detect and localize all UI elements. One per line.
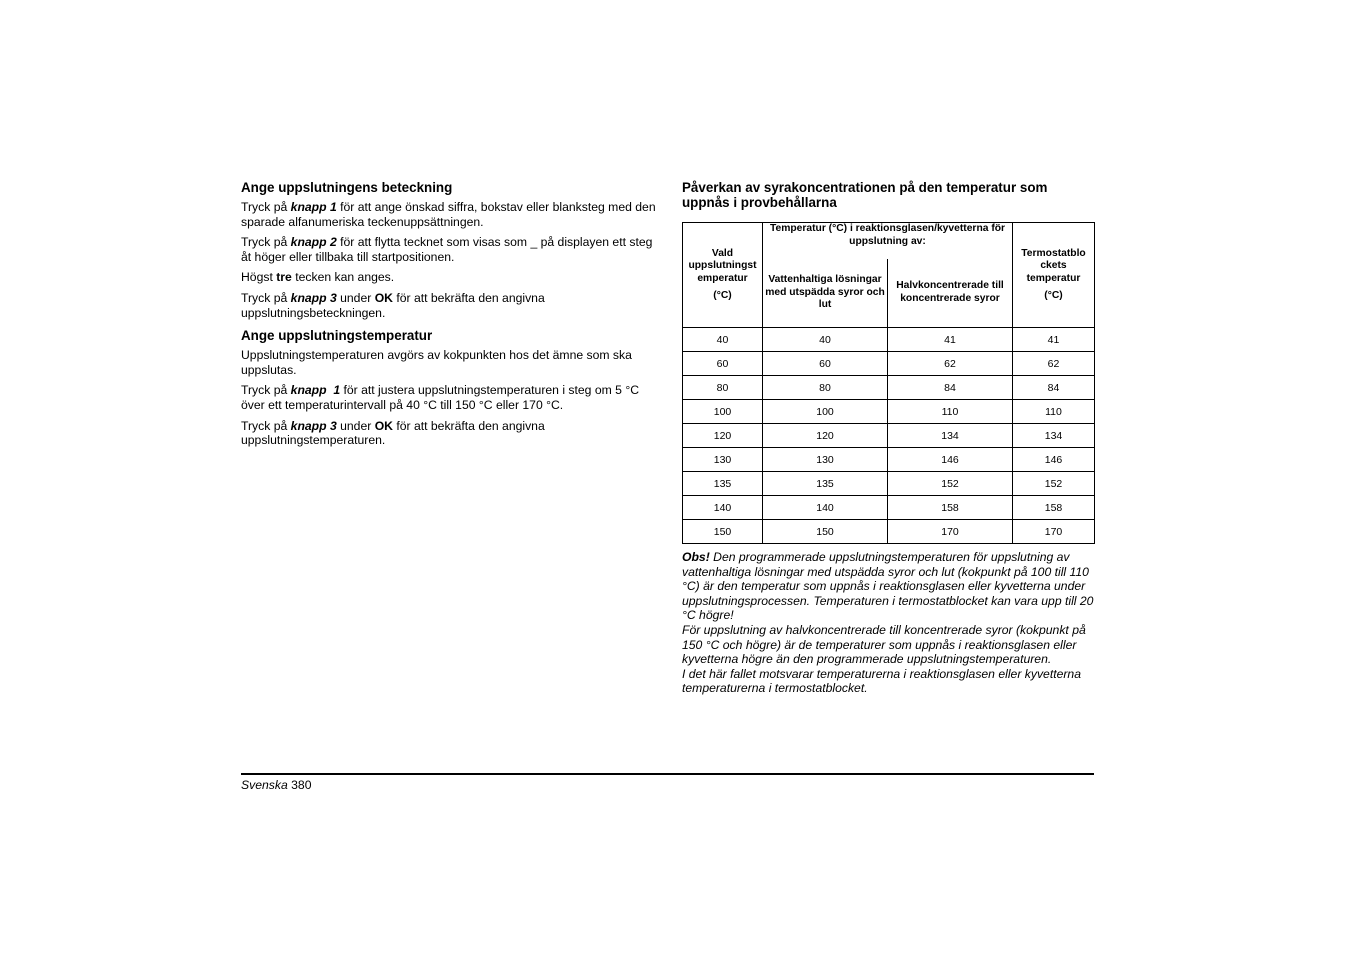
table-row: 120 120 134 134 [683, 424, 1095, 448]
para-key2: Tryck på knapp 2 för att flytta tecknet som visas som _ på displayen ett steg åt höger eller tillbaka till startpositionen. [241, 235, 653, 264]
para-confirm-designation: Tryck på knapp 3 under OK för att bekräfta den angivna uppslutningsbeteckningen. [241, 290, 545, 320]
table-row: 80 80 84 84 [683, 376, 1095, 400]
col-header-reaction-temp: Temperatur (°C) i reaktionsglasen/kyvetterna för uppslutning av: [763, 223, 1013, 260]
col-header-concentrated: Halvkoncentrerade till koncentrerade syror [888, 259, 1013, 328]
note-paragraph: I det här fallet motsvarar temperaturerna i reaktionsglasen eller kyvetterna temperaturerna i termostatblocket. [682, 666, 1081, 696]
para-adjust-temp: Tryck på knapp 1 för att justera uppslutningstemperaturen i steg om 5 °C över ett temperaturintervall på 40 °C till 150 °C eller 170 °C. [241, 383, 640, 412]
footer-divider [241, 773, 1094, 775]
key-label: knapp 1 [290, 200, 337, 214]
footer-language: Svenska [241, 778, 288, 792]
temperature-table [682, 222, 1095, 544]
heading-temperature: Ange uppslutningstemperatur [241, 328, 433, 344]
table-row: 135 135 152 152 [683, 472, 1095, 496]
right-column [682, 180, 1094, 696]
heading-acid-influence: Påverkan av syrakoncentrationen på den temperatur som uppnås i provbehållarna [682, 180, 1048, 210]
table-row: 60 60 62 62 [683, 352, 1095, 376]
key-label: knapp 2 [290, 235, 337, 250]
table-row: 100 100 110 110 [683, 400, 1095, 424]
key-label: knapp 3 [290, 418, 337, 433]
para-key1: Tryck på knapp 1 för att ange önskad siffra, bokstav eller blanksteg med den sparade alfanumeriska teckenuppsättningen. [241, 200, 656, 229]
table-row: 40 40 41 41 [683, 328, 1095, 352]
para-boiling-point: Uppslutningstemperaturen avgörs av kokpunkten hos det ämne som ska uppslutas. [241, 348, 632, 377]
para-max-chars: Högst tre tecken kan anges. [241, 270, 395, 285]
page-number: 380 [291, 778, 312, 792]
note-paragraph: För uppslutning av halvkoncentrerade till koncentrerade syror (kokpunkt på 150 °C och högre) är de temperaturer som uppnås i reaktionsglasen eller kyvetterna högre än den programmerade uppslutningstemperaturen. [682, 622, 1086, 667]
para-confirm-temp: Tryck på knapp 3 under OK för att bekräfta den angivna uppslutningstemperaturen. [241, 418, 545, 448]
note-paragraph: Obs! Den programmerade uppslutningstemperaturen för uppslutning av vattenhaltiga lösningar med utspädda syror och lut (kokpunkt på 100 till 110 °C) är den temperatur som uppnås i reaktionsglasen eller kyvetterna under uppslutningsprocessen. Temperaturen i termostatblocket kan vara upp till 20 °C högre! [682, 550, 1094, 623]
table-row: 130 130 146 146 [683, 448, 1095, 472]
note-label: Obs! [682, 550, 710, 564]
key-label: knapp 1 [290, 383, 341, 398]
col-header-selected-temp: Vald uppslutningst emperatur (°C) [683, 223, 763, 328]
col-header-aqueous: Vattenhaltiga lösningar med utspädda syror och lut [763, 259, 888, 328]
col-header-block-temp: Termostatblo ckets temperatur (°C) [1013, 223, 1095, 328]
key-label: knapp 3 [290, 290, 337, 305]
page-footer [241, 778, 311, 792]
note-block [682, 550, 1094, 696]
left-column [241, 180, 656, 454]
heading-designation: Ange uppslutningens beteckning [241, 180, 453, 195]
table-row: 140 140 158 158 [683, 496, 1095, 520]
table-row: 150 150 170 170 [683, 520, 1095, 544]
